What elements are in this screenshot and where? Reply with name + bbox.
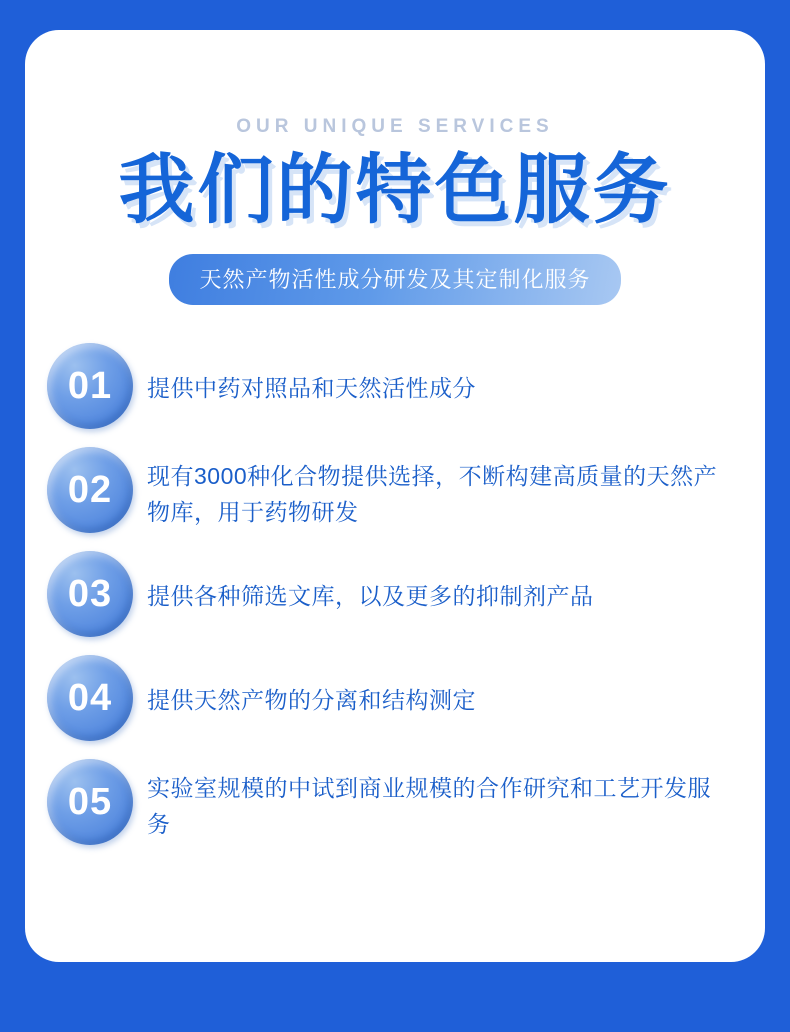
list-item (47, 451, 731, 533)
service-text: 实验室规模的中试到商业规模的合作研究和工艺开发服务 (147, 775, 711, 837)
service-text: 提供天然产物的分离和结构测定 (147, 687, 476, 714)
service-number-badge: 02 (47, 447, 133, 533)
page-title: 我们的特色服务 (118, 148, 672, 233)
list-item (47, 659, 731, 741)
list-item (47, 763, 731, 845)
service-text: 提供中药对照品和天然活性成分 (147, 375, 476, 402)
service-number-badge: 01 (47, 343, 133, 429)
eyebrow-text: OUR UNIQUE SERVICES (236, 116, 554, 137)
list-item (47, 555, 731, 637)
list-item (47, 347, 731, 429)
service-text: 提供各种筛选文库，以及更多的抑制剂产品 (147, 583, 594, 610)
service-number-badge: 03 (47, 551, 133, 637)
subtitle-container (25, 254, 765, 305)
poster-card (25, 30, 765, 962)
services-list (25, 347, 765, 845)
service-number-badge: 04 (47, 655, 133, 741)
subtitle-pill: 天然产物活性成分研发及其定制化服务 (169, 254, 620, 305)
service-text: 现有3000种化合物提供选择，不断构建高质量的天然产物库，用于药物研发 (147, 463, 718, 525)
service-number-badge: 05 (47, 759, 133, 845)
